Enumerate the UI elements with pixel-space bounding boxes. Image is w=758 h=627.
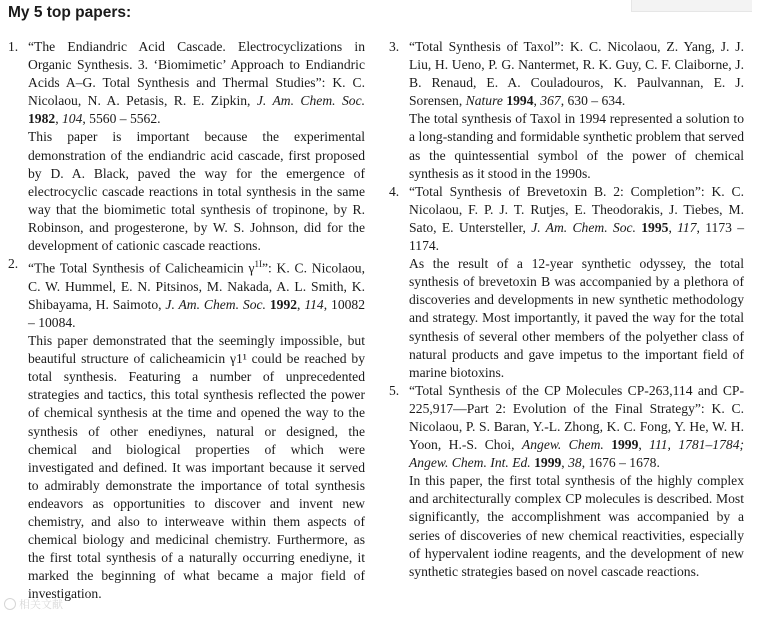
volume: 104 [61, 111, 83, 127]
page-title: My 5 top papers: [8, 4, 132, 21]
paper-entry-3 [389, 38, 744, 183]
volume: 111 [649, 437, 668, 453]
journal-name: J. Am. Chem. Soc. [165, 296, 266, 312]
volume: 114 [304, 296, 324, 312]
paper-citation: “Total Synthesis of Taxol”: K. C. Nicolaou, Z. Yang, J. J. Liu, H. Ueno, P. G. Nantermet, R. K. Guy, C. F. Claiborne, J. B. Renaud, E. A. Couladouros, K. Paulvannan, E. J. Sorensen, Nature 1994, 367, 630 – 634. [409, 39, 744, 109]
paper-entry-5 [389, 382, 744, 581]
watermark: 相关文献 [4, 596, 63, 612]
paper-citation: “Total Synthesis of the CP Molecules CP-263,114 and CP-225,917—Part 2: Evolution of the Final Strategy”: K. C. Nicolaou, P. S. Baran, Y.-L. Zhong, K. C. Fong, Y. He, W. H. Yoon, H.-S. Choi, Angew. Chem. 1999, 111, 1781–1784; Angew. Chem. Int. Ed. 1999, 38, 1676 – 1678. [409, 382, 745, 471]
journal-name: J. Am. Chem. Soc. [531, 219, 636, 235]
pub-year: 1992 [269, 296, 298, 312]
paper-number: 5. [389, 382, 400, 398]
volume-2: 38 [568, 455, 582, 471]
paper-citation: “The Total Synthesis of Calicheamicin $\gamma^{1I}$”: K. C. Nicolaou, C. W. Hummel, E. N. Pitsinos, M. Nakada, A. L. Smith, K. Shibayama, H. Saimoto, J. Am. Chem. Soc. 1992, 114, 10082 – 10084. [28, 259, 366, 330]
journal-name: Nature [465, 93, 503, 109]
journal-name-2: Angew. Chem. Int. Ed. [409, 455, 531, 471]
paper-number: 1. [8, 39, 19, 54]
paper-entry-1 [8, 38, 365, 255]
paper-citation: “Total Synthesis of Brevetoxin B. 2: Completion”: K. C. Nicolaou, F. P. J. T. Rutjes, E. Theodorakis, J. Tiebes, M. Sato, E. Untersteller, J. Am. Chem. Soc. 1995, 117, 1173 – 1174. [409, 183, 745, 254]
paper-entry-2 [8, 255, 365, 603]
paper-comment: In this paper, the first total synthesis of the highly complex and architecturally complex CP molecules is described. Most significantly, the accomplishment was accompanied by a series of discoveries of new chemical reactivities, especially of hypervalent iodine reagents, and the development of new synthetic strategies based on novel cascade reactions. [409, 473, 744, 579]
left-column [8, 38, 365, 603]
paper-entry-4 [389, 183, 744, 382]
right-column [389, 38, 744, 581]
pub-year: 1982 [28, 111, 56, 127]
pub-year: 1995 [641, 219, 669, 235]
volume: 117 [677, 219, 697, 235]
pub-year: 1999 [611, 437, 639, 453]
pub-year-2: 1999 [534, 455, 562, 471]
pub-year: 1994 [506, 93, 534, 109]
volume: 367 [540, 93, 561, 109]
paper-comment: As the result of a 12-year synthetic odyssey, the total synthesis of brevetoxin B was accompanied by a plethora of discoveries and developments in new synthetic methodology and strategy. Most importantly, it paved the way for the total synthesis of several other members of the polyether class of natural products and gave impetus to the important field of marine biotoxins. [409, 256, 744, 380]
top-toolbar-strip [631, 0, 752, 12]
paper-comment: This paper demonstrated that the seemingly impossible, but beautiful structure of calicheamicin γ1¹ could be reached by total synthesis. Featuring a number of unprecedented strategies and tactics, this total synthesis reflected the power of chemical synthesis at the time and opened the way to the synthesis of other enediynes, natural or designed, the chemical and biological properties of which were investigated and defined. It was important because it served to admirably demonstrate the importance of total synthesis endeavors as opportunities to discover and invent new chemistry, and also to interweave within them aspects of chemical biology and medicinal chemistry. Furthermore, as the first total synthesis of a naturally occurring enediyne, it marked the beginning of what became a major field of investigation. [28, 333, 365, 602]
paper-citation: “The Endiandric Acid Cascade. Electrocyclizations in Organic Synthesis. 3. ‘Biomimetic’ Approach to Endiandric Acids A–G. Total Synthesis and Thermal Studies”: K. C. Nicolaou, N. A. Petasis, R. E. Zipkin, J. Am. Chem. Soc. 1982, 104, 5560 – 5562. [28, 39, 365, 127]
journal-name: Angew. Chem. [521, 437, 604, 453]
paper-number: 3. [389, 39, 400, 54]
paper-number: 4. [389, 183, 400, 199]
paper-comment: The total synthesis of Taxol in 1994 represented a solution to a long-standing and formidable synthetic problem that served as the quintessential symbol of the power of chemical synthesis as it stood in the 1990s. [409, 111, 744, 181]
journal-name: J. Am. Chem. Soc. [256, 93, 365, 109]
watermark-logo-icon [4, 598, 16, 610]
paper-number: 2. [8, 256, 19, 272]
paper-comment: This paper is important because the experimental demonstration of the endiandric acid cascade, first proposed by D. A. Black, paved the way for the emergence of electrocyclic cascade reactions in total synthesis in the same way that the biomimetic total synthesis of tropinone, by R. Robinson, and progesterone, by W. S. Johnson, did for the development of cationic cascade reactions. [28, 129, 365, 254]
